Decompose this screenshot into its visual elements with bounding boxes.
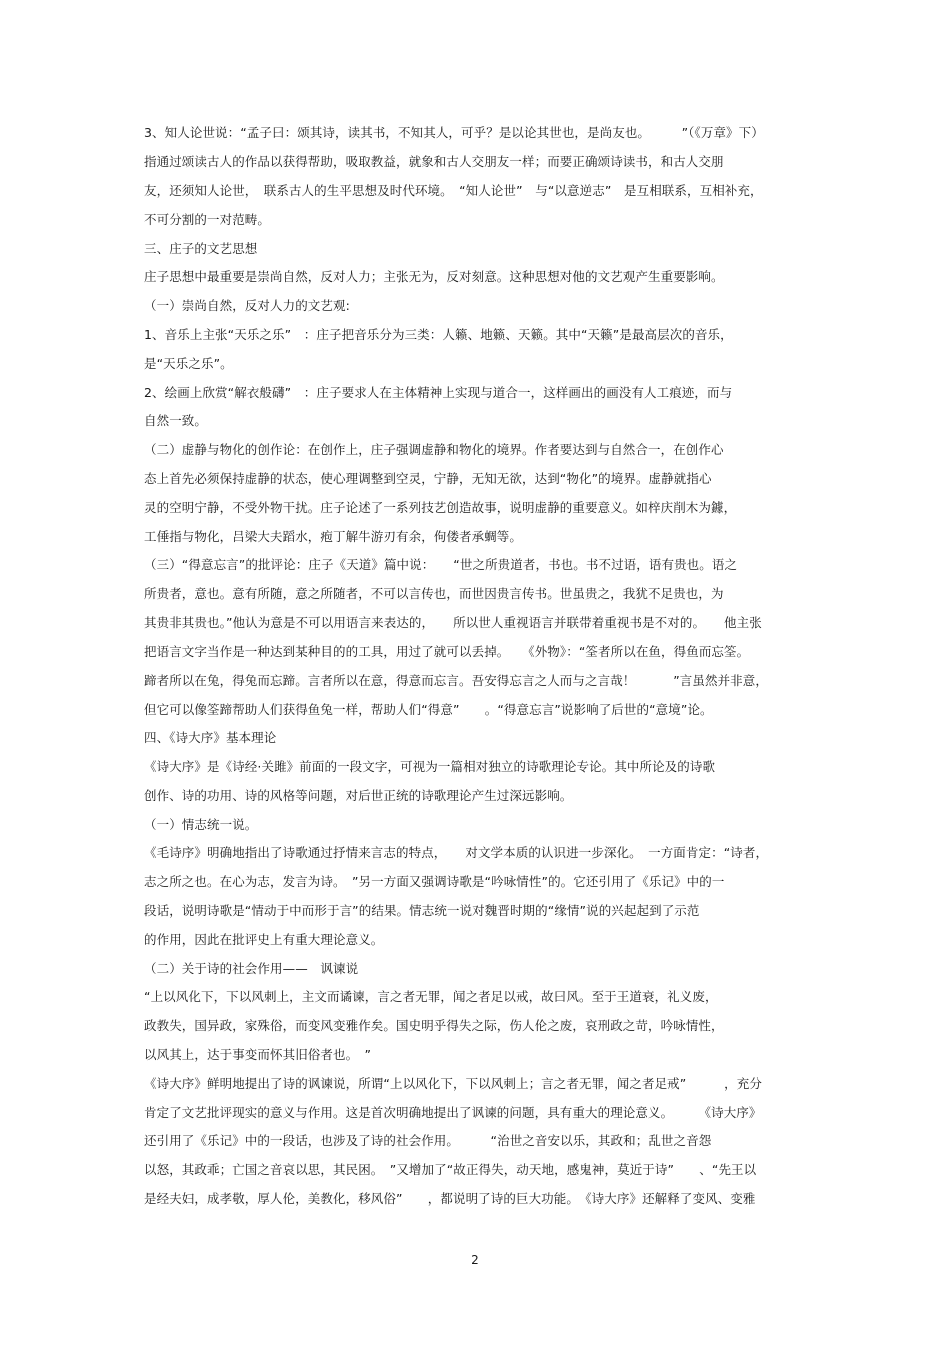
text-line: 创作、诗的功用、诗的风格等问题，对后世正统的诗歌理论产生过深远影响。	[144, 788, 573, 803]
text-line: 《诗大序》鲜明地提出了诗的讽谏说，所谓“上以风化下，下以风刺上；言之者无罪，闻之者足戒” ，充分	[144, 1076, 762, 1091]
text-line: 还引用了《乐记》中的一段话，也涉及了诗的社会作用。 “治世之音安以乐，其政和；乱世之音怨	[144, 1133, 712, 1148]
text-line: 1、音乐上主张“天乐之乐” ：庄子把音乐分为三类：人籁、地籁、天籁。其中“天籁”是最高层次的音乐，	[144, 327, 733, 342]
text-line: 不可分割的一对范畴。	[144, 212, 271, 227]
text-line: 肯定了文艺批评现实的意义与作用。这是首次明确地提出了讽谏的问题，具有重大的理论意义。 《诗大序》	[144, 1105, 762, 1120]
page-number: 2	[471, 1253, 479, 1267]
text-line: 以风其上，达于事变而怀其旧俗者也。 ”	[144, 1047, 372, 1062]
text-line: 3、知人论世说：“孟子曰：颂其诗，读其书，不知其人，可乎？是以论其世也，是尚友也。 ”（《万章》下）	[144, 125, 764, 140]
section-heading: 四、《诗大序》基本理论	[144, 730, 277, 745]
text-line: 是经夫妇，成孝敬，厚人伦，美教化，移风俗” ，都说明了诗的巨大功能。 《诗大序》还解释了变风、变雅	[144, 1191, 756, 1206]
text-line: （二）虚静与物化的创作论：在创作上，庄子强调虚静和物化的境界。作者要达到与自然合一，在创作心	[144, 442, 724, 457]
text-line: 《毛诗序》明确地指出了诗歌通过抒情来言志的特点， 对文学本质的认识进一步深化。 一方面肯定：“诗者，	[144, 845, 769, 860]
text-line: 灵的空明宁静，不受外物干扰。庄子论述了一系列技艺创造故事，说明虚静的重要意义。如梓庆削木为鐻，	[144, 500, 737, 515]
text-line: 所贵者，意也。意有所随，意之所随者，不可以言传也，而世因贵言传书。世虽贵之，我犹不足贵也，为	[144, 586, 724, 601]
text-line: 其贵非其贵也。”他认为意是不可以用语言来表达的， 所以世人重视语言并联带着重视书是不对的。 他主张	[144, 615, 762, 630]
text-line: “上以风化下，下以风刺上，主文而谲谏，言之者无罪，闻之者足以戒，故曰风。至于王道衰，礼义废，	[144, 989, 718, 1004]
section-heading: 三、庄子的文艺思想	[144, 241, 258, 256]
text-line: 《诗大序》是《诗经·关雎》前面的一段文字，可视为一篇相对独立的诗歌理论专论。其中所论及的诗歌	[144, 759, 716, 774]
subsection-heading: （二）关于诗的社会作用—— 讽谏说	[144, 961, 359, 976]
text-line: 把语言文字当作是一种达到某种目的的工具，用过了就可以丢掉。 《外物》：“筌者所以在鱼，得鱼而忘筌。	[144, 644, 750, 659]
text-line: 2、绘画上欣赏“解衣般礴” ：庄子要求人在主体精神上实现与道合一，这样画出的画没有人工痕迹，而与	[144, 385, 733, 400]
text-line: 指通过颂读古人的作品以获得帮助，吸取教益，就象和古人交朋友一样；而要正确颂诗读书，和古人交朋	[144, 154, 724, 169]
text-line: 志之所之也。在心为志，发言为诗。 ”另一方面又强调诗歌是“吟咏情性”的。它还引用了《乐记》中的一	[144, 874, 725, 889]
text-line: 政教失，国异政，家殊俗，而变风变雅作矣。国史明乎得失之际，伤人伦之废，哀刑政之苛，吟咏情性，	[144, 1018, 724, 1033]
text-line: 但它可以像筌蹄帮助人们获得鱼兔一样，帮助人们“得意” 。“得意忘言”说影响了后世的“意境”论。	[144, 702, 713, 717]
text-line: 工倕指与物化，吕梁大夫蹈水，疱丁解牛游刃有余，佝偻者承蜩等。	[144, 529, 523, 544]
text-line: 是“天乐之乐”。	[144, 356, 233, 371]
text-line: 的作用，因此在批评史上有重大理论意义。	[144, 932, 384, 947]
subsection-heading: （一）情志统一说。	[144, 817, 258, 832]
text-line: （三）“得意忘言”的批评论：庄子《天道》篇中说： “世之所贵道者，书也。书不过语，语有贵也。语之	[144, 557, 738, 572]
text-line: 自然一致。	[144, 413, 208, 428]
text-line: 庄子思想中最重要是崇尚自然，反对人力；主张无为，反对刻意。这种思想对他的文艺观产生重要影响。	[144, 269, 724, 284]
subsection-heading: （一）崇尚自然，反对人力的文艺观:	[144, 298, 350, 313]
text-line: 以怒，其政乖；亡国之音哀以思，其民困。 ”又增加了“故正得失，动天地，感鬼神，莫近于诗” 、“先王以	[144, 1162, 757, 1177]
text-line: 友，还须知人论世， 联系古人的生平思想及时代环境。 “知人论世” 与“以意逆志” 是互相联系，互相补充，	[144, 183, 763, 198]
text-line: 段话，说明诗歌是“情动于中而形于言”的结果。情志统一说对魏晋时期的“缘情”说的兴起起到了示范	[144, 903, 700, 918]
text-line: 态上首先必须保持虚静的状态，使心理调整到空灵，宁静，无知无欲，达到“物化”的境界。虚静就指心	[144, 471, 712, 486]
text-line: 蹄者所以在兔，得兔而忘蹄。言者所以在意，得意而忘言。吾安得忘言之人而与之言哉！ ”言虽然并非意，	[144, 673, 768, 688]
